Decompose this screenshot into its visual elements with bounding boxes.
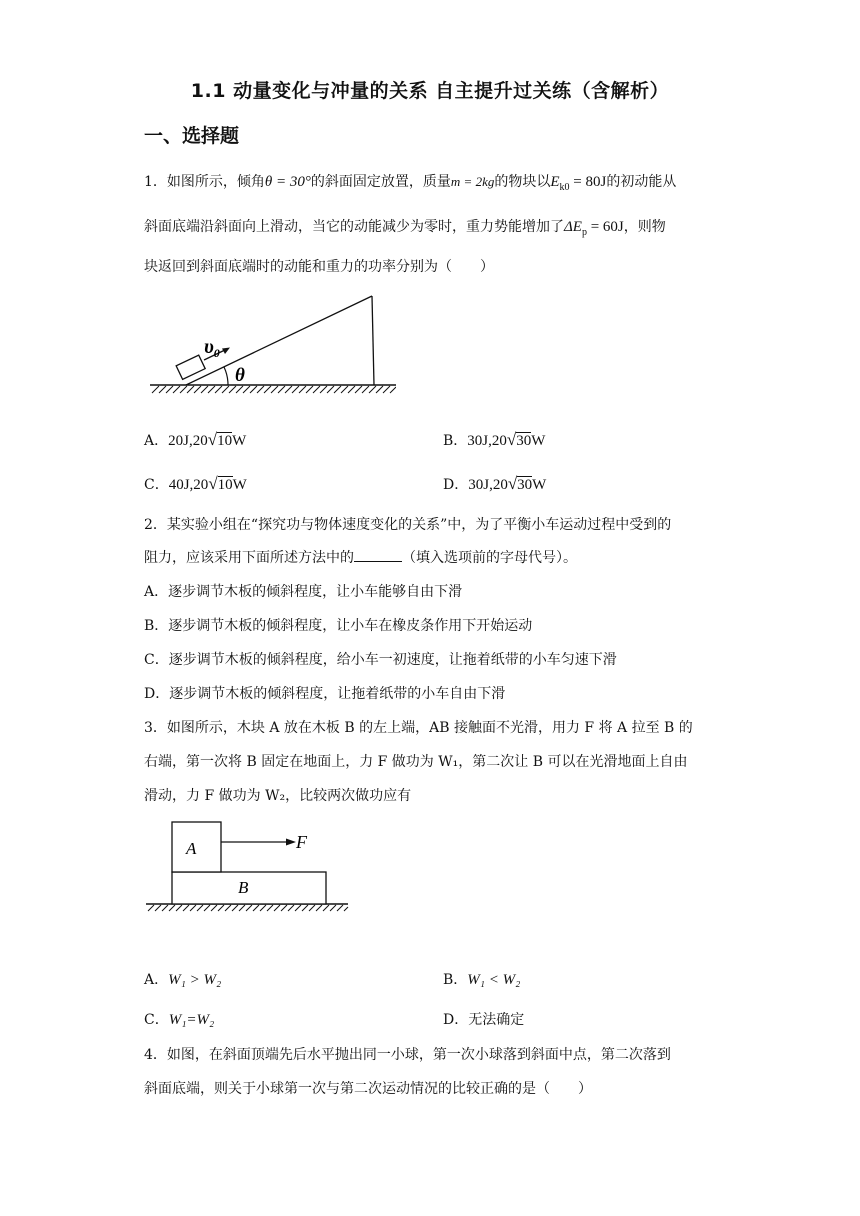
q2-option-d[interactable]: D．逐步调节木板的倾斜程度，让拖着纸带的小车自由下滑 bbox=[144, 686, 506, 702]
q3-line-1: 3．如图所示，木块 A 放在木板 B 的左上端，AB 接触面不光滑，用力 F 将 A 拉至 B 的 bbox=[144, 720, 693, 736]
q1-text-6: ，则物 bbox=[623, 219, 666, 235]
q1-text-1: 如图所示，倾角 bbox=[166, 174, 265, 190]
q1-incline-figure bbox=[146, 290, 396, 402]
block-a bbox=[172, 822, 221, 872]
label-a: A bbox=[186, 839, 197, 858]
q3-line-3: 滑动，力 F 做功为 W₂，比较两次做功应有 bbox=[144, 788, 412, 804]
board-b bbox=[172, 872, 326, 904]
q1-number: 1． bbox=[144, 174, 167, 190]
q1-text-4: 的初动能从 bbox=[606, 174, 677, 190]
q3-option-a[interactable]: A．W₁ > W₂ bbox=[144, 972, 222, 988]
block bbox=[176, 355, 205, 379]
page-title: 1.1 动量变化与冲量的关系 自主提升过关练（含解析） bbox=[190, 80, 670, 102]
q2-line-2: 阻力，应该采用下面所述方法中的 （填入选项前的字母代号）。 bbox=[144, 550, 577, 566]
ground-hatch bbox=[152, 386, 396, 393]
q1-option-b[interactable]: B．30J,20√30W bbox=[443, 430, 546, 449]
incline-vertical bbox=[372, 296, 374, 385]
q1-mass-expr: m = 2kg bbox=[450, 174, 495, 189]
q1-line-1 bbox=[144, 171, 676, 193]
q1-text-2: 的斜面固定放置，质量 bbox=[310, 174, 451, 190]
force-arrowhead bbox=[286, 839, 296, 846]
ground-hatch bbox=[148, 905, 348, 911]
incline-surface bbox=[186, 296, 372, 385]
q3-option-d[interactable]: D．无法确定 bbox=[443, 1012, 525, 1028]
label-f: F bbox=[296, 832, 307, 852]
q1-text-5: 斜面底端沿斜面向上滑动，当它的动能减少为零时，重力势能增加了 bbox=[144, 219, 564, 235]
angle-arc bbox=[224, 367, 228, 385]
section-heading: 一、选择题 bbox=[144, 125, 240, 147]
q3-line-2: 右端，第一次将 B 固定在地面上，力 F 做功为 W₁，第二次让 B 可以在光滑地面上自由 bbox=[144, 754, 688, 770]
q1-dep-expr: $\Delta E_p = 60J$ bbox=[564, 219, 624, 238]
q2-option-a[interactable]: A．逐步调节木板的倾斜程度，让小车能够自由下滑 bbox=[144, 584, 463, 600]
q4-line-1: 4．如图，在斜面顶端先后水平抛出同一小球，第一次小球落到斜面中点，第二次落到 bbox=[144, 1047, 671, 1063]
q1-option-a[interactable]: A．20J,20√10W bbox=[144, 430, 247, 449]
q2-option-c[interactable]: C．逐步调节木板的倾斜程度，给小车一初速度，让拖着纸带的小车匀速下滑 bbox=[144, 652, 617, 668]
q2-answer-blank[interactable] bbox=[354, 549, 402, 562]
q1-option-d[interactable]: D．30J,20√30W bbox=[443, 474, 547, 493]
q4-line-2: 斜面底端，则关于小球第一次与第二次运动情况的比较正确的是（ ） bbox=[144, 1081, 592, 1097]
label-b: B bbox=[238, 878, 249, 897]
q1-option-c[interactable]: C．40J,20√10W bbox=[144, 474, 247, 493]
q1-line-3: 块返回到斜面底端时的动能和重力的功率分别为（ ） bbox=[144, 259, 494, 275]
q1-line-2 bbox=[144, 216, 666, 238]
q3-blocks-figure bbox=[144, 818, 350, 914]
q1-ek0-expr: $E_{k0} = 80J$ bbox=[550, 174, 607, 193]
q1-theta-expr: θ = 30° bbox=[264, 174, 311, 190]
theta-label: θ bbox=[235, 365, 245, 386]
q2-option-b[interactable]: B．逐步调节木板的倾斜程度，让小车在橡皮条作用下开始运动 bbox=[144, 618, 533, 634]
q3-option-b[interactable]: B．W₁ < W₂ bbox=[443, 972, 521, 988]
v0-label: $\upsilon_0$ bbox=[204, 336, 220, 360]
q1-text-3: 的物块以 bbox=[494, 174, 551, 190]
q3-option-c[interactable]: C．W₁=W₂ bbox=[144, 1012, 215, 1028]
q2-line-1: 2．某实验小组在“探究功与物体速度变化的关系”中，为了平衡小车运动过程中受到的 bbox=[144, 517, 672, 533]
